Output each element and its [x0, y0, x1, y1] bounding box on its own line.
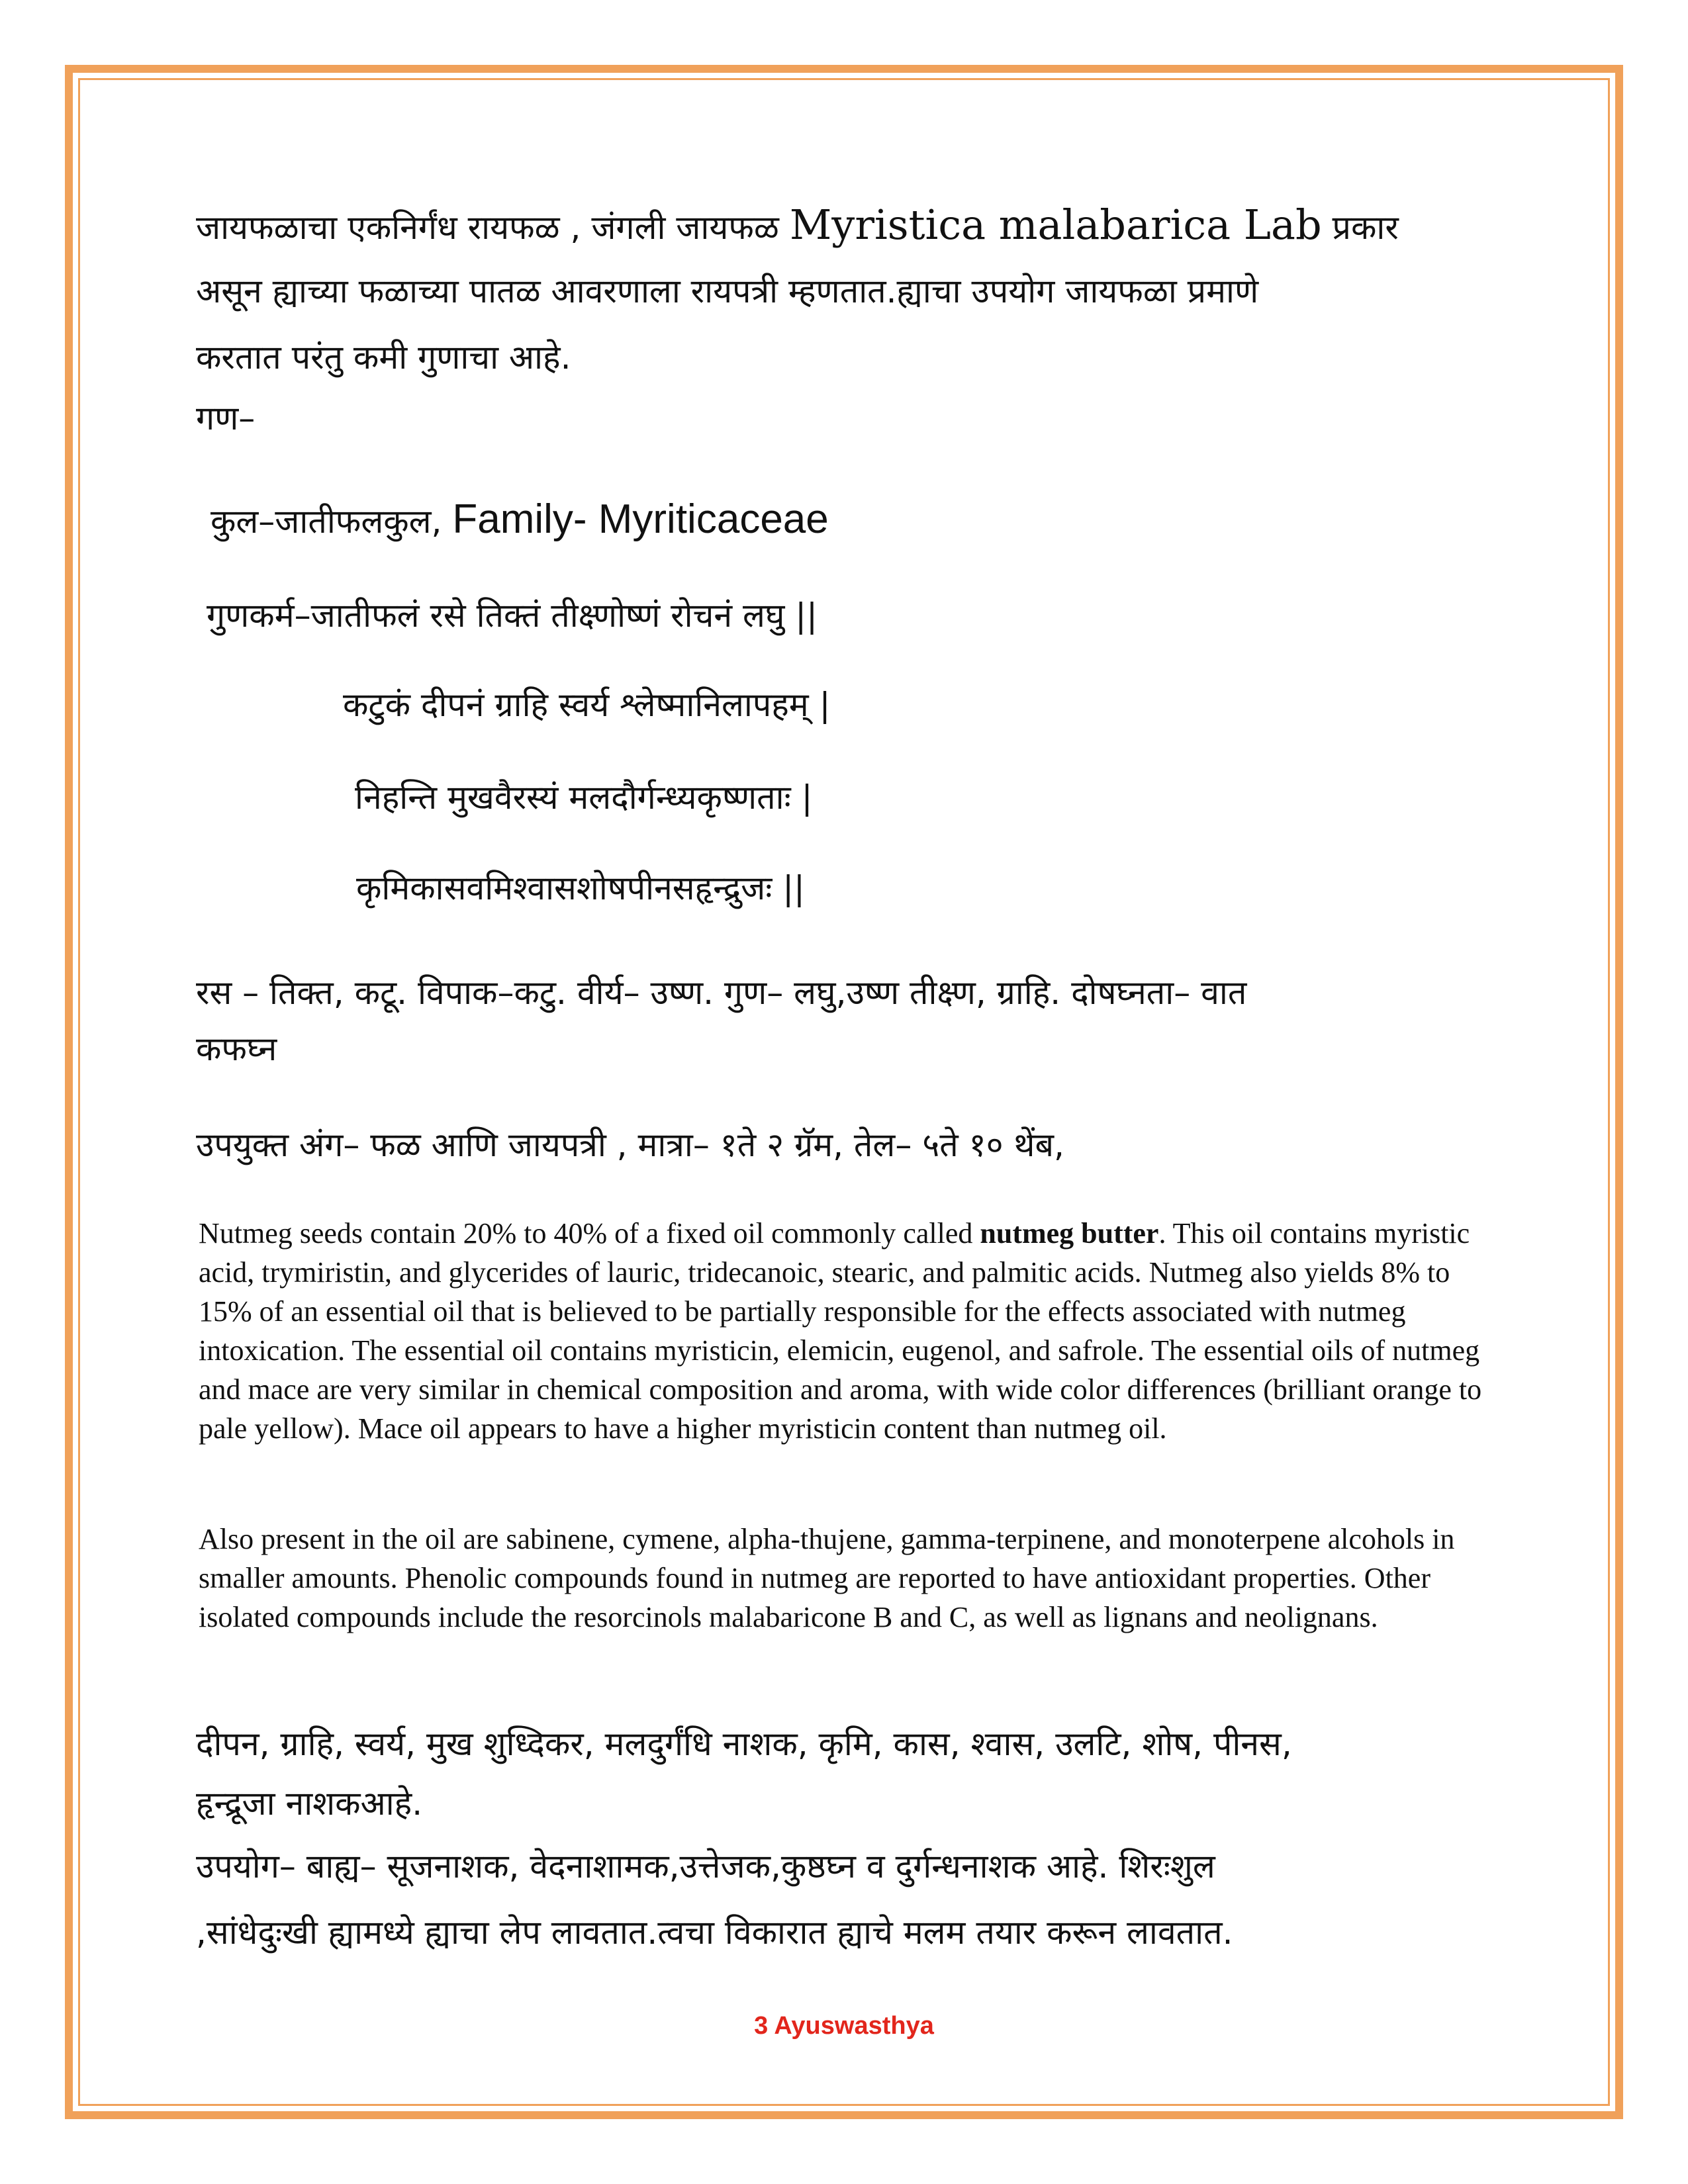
verse-line-3: निहन्ति मुखवैरस्यं मलदौर्गन्ध्यकृष्णताः | — [355, 778, 813, 817]
english-p1-start: Nutmeg seeds contain 20% to 40% of a fixed oil commonly called — [199, 1217, 980, 1250]
intro-line-1-text: जायफळाचा एकनिर्गंध रायफळ , जंगली जायफळ — [196, 208, 790, 247]
uses-line-2: हृन्द्रूजा नाशकआहे. — [196, 1784, 423, 1823]
upayoga-line-1: उपयोग– बाह्य– सूजनाशक, वेदनाशामक,उत्तेजक,कुष्ठघ्न व दुर्गन्धनाशक आहे. शिरःशुल — [196, 1847, 1215, 1886]
upayoga-line-2: ,सांधेदुःखी ह्यामध्ये ह्याचा लेप लावतात.त्वचा विकारात ह्याचे मलम तयार करून लावतात. — [196, 1913, 1233, 1952]
verse-line-2: कटुकं दीपनं ग्राहि स्वर्य श्लेष्मानिलापहम् | — [343, 686, 831, 724]
scientific-name: Myristica malabarica Lab — [789, 201, 1322, 249]
verse-line-1: गुणकर्म–जातीफलं रसे तिक्तं तीक्ष्णोष्णं रोचनं लघु || — [207, 596, 818, 635]
family-name: Family- Myriticaceae — [452, 496, 829, 542]
page-footer: 3 Ayuswasthya — [754, 2012, 934, 2040]
nutmeg-butter-bold: nutmeg butter — [980, 1217, 1159, 1250]
intro-line-2: असून ह्याच्या फळाच्या पातळ आवरणाला रायपत्री म्हणतात.ह्याचा उपयोग जायफळा प्रमाणे — [196, 272, 1259, 310]
gana-label: गण– — [196, 399, 256, 437]
intro-line-1 — [196, 192, 1399, 261]
upayukta-anga-line: उपयुक्त अंग– फळ आणि जायपत्री , मात्रा– १ते २ ग्रॅम, तेल– ५ते १० थेंब, — [196, 1126, 1064, 1164]
verse-line-4: कृमिकासवमिश्वासशोषपीनसहृन्द्रुजः || — [356, 869, 805, 907]
intro-line-3: करतात परंतु कमी गुणाचा आहे. — [196, 338, 571, 377]
kula-line — [211, 493, 829, 548]
english-paragraph-1 — [199, 1214, 1489, 1448]
rasa-line-1: रस – तिक्त, कटू. विपाक–कटु. वीर्य– उष्ण. गुण– लघु,उष्ण तीक्ष्ण, ग्राहि. दोषघ्नता– वात — [196, 974, 1247, 1012]
english-paragraph-2: Also present in the oil are sabinene, cymene, alpha-thujene, gamma-terpinene, and monoterpene alcohols in smaller amounts. Phenolic compounds found in nutmeg are reported to have antioxidant properties. Other isolated compounds include the resorcinols malabaricone B and C, as well as lignans and neolignans. — [199, 1523, 1455, 1633]
intro-line-1-end: प्रकार — [1321, 208, 1399, 247]
rasa-line-2: कफघ्न — [196, 1030, 277, 1068]
uses-line-1: दीपन, ग्राहि, स्वर्य, मुख शुध्दिकर, मलदुर्गंधि नाशक, कृमि, कास, श्वास, उलटि, शोष, पीनस, — [196, 1725, 1292, 1763]
kula-marathi: कुल–जातीफलकुल, — [211, 502, 453, 541]
english-p1-rest: . This oil contains myristic acid, trymiristin, and glycerides of lauric, tridecanoic, stearic, and palmitic acids. Nutmeg also yields 8% to 15% of an essential oil that is believed to be partially responsible for the effects associated with nutmeg intoxication. The essential oil contains myristicin, elemicin, eugenol, and safrole. The essential oils of nutmeg and mace are very similar in chemical composition and aroma, with wide color differences (brilliant orange to pale yellow). Mace oil appears to have a higher myristicin content than nutmeg oil. — [199, 1217, 1482, 1445]
